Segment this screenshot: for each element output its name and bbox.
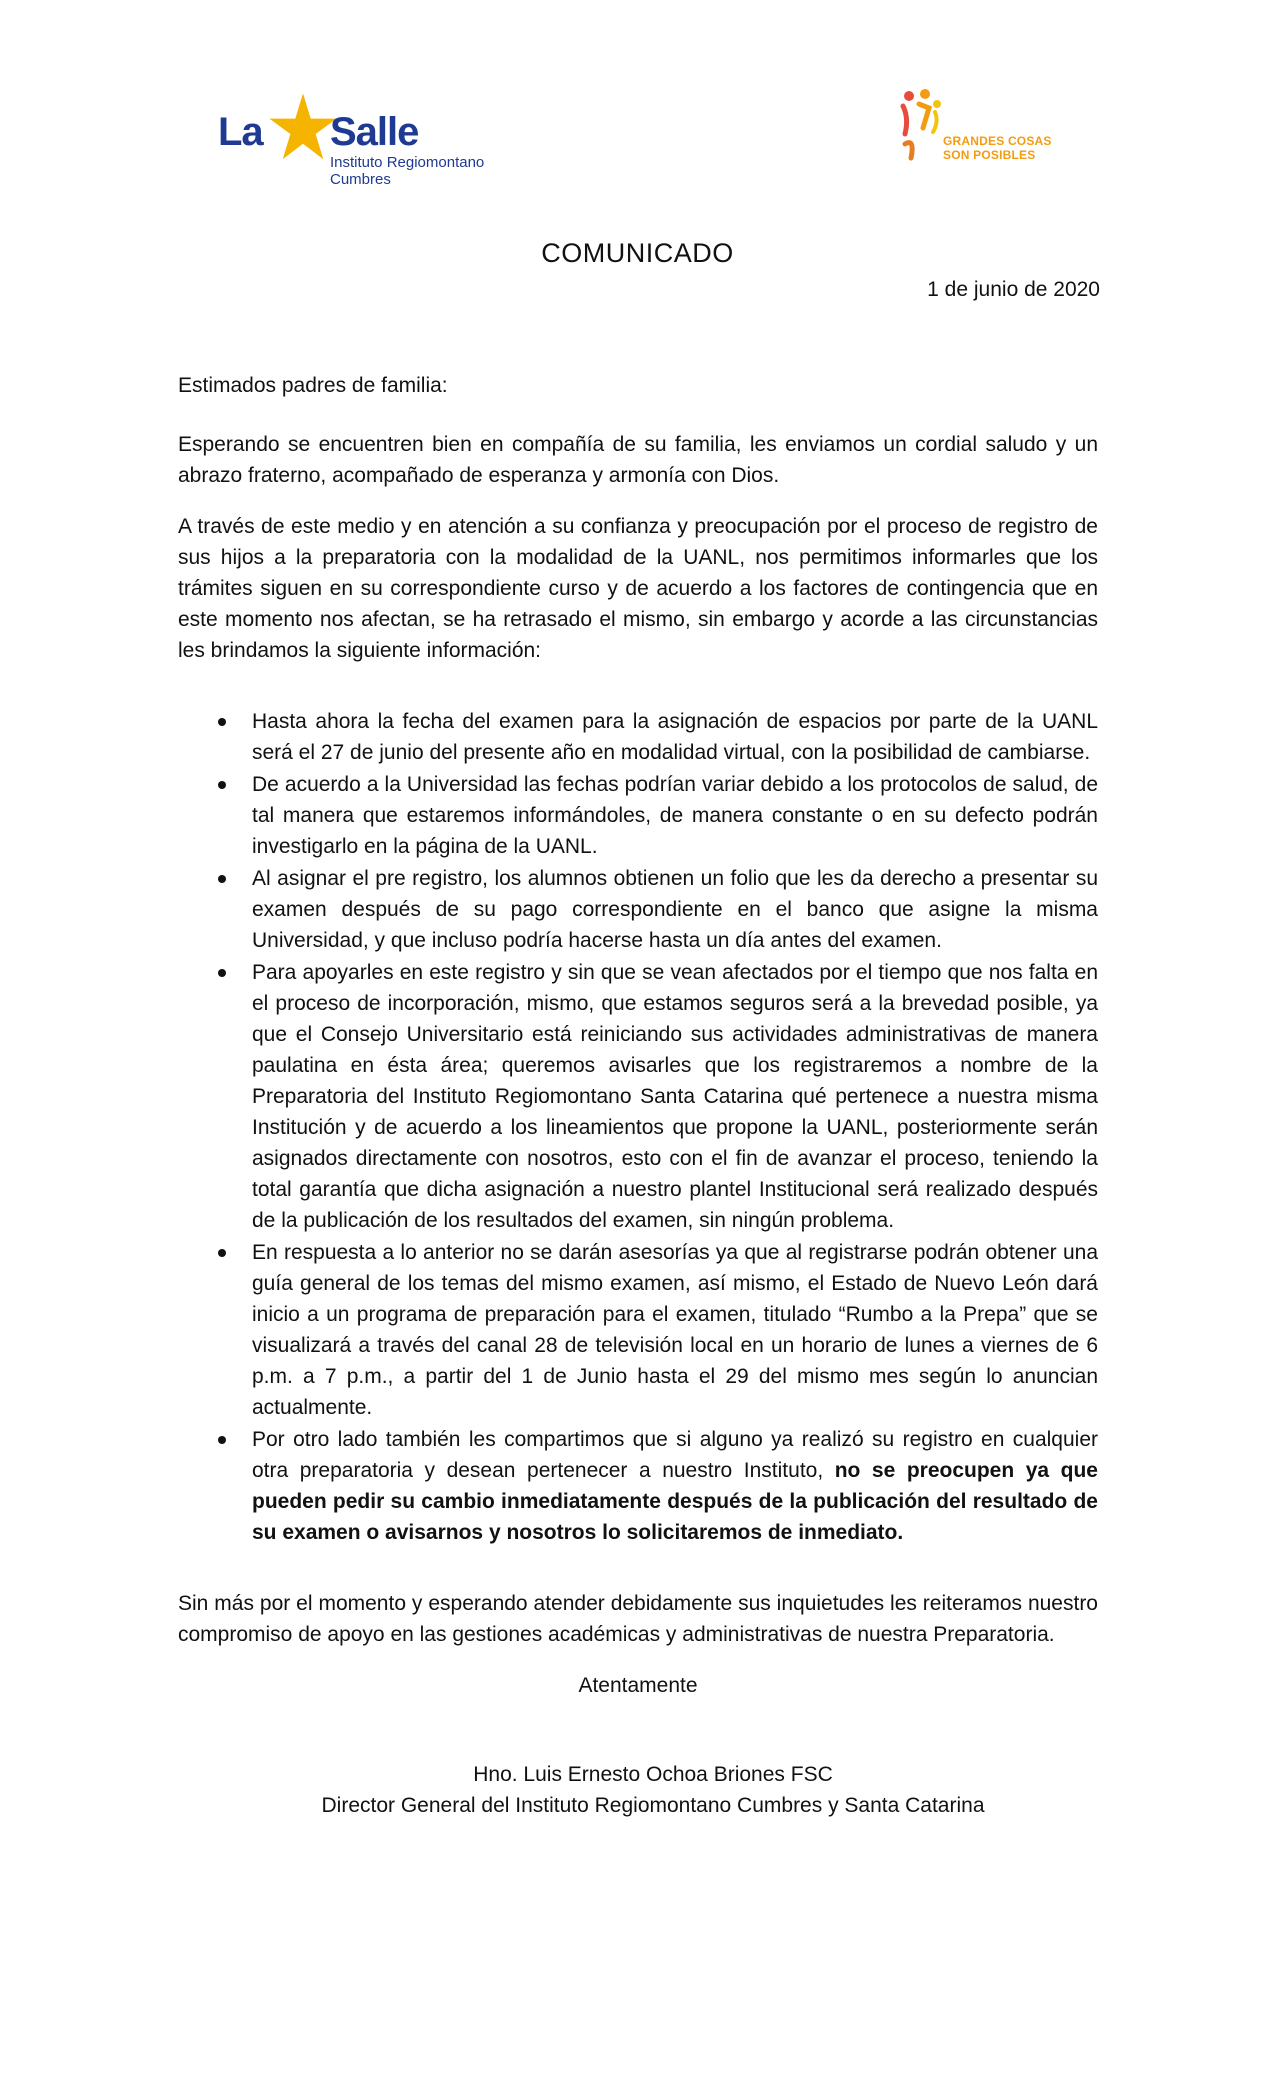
bullet-icon [218, 969, 226, 977]
list-item-bold-text: no se preocupen ya que pueden pedir su cambio inmediatamente después de la publicación del resultado de su examen o avisarnos y nosotros lo solicitaremos de inmediato. [252, 1459, 1098, 1544]
list-item-text: Hasta ahora la fecha del examen para la asignación de espacios por parte de la UANL será el 27 de junio del presente año en modalidad virtual, con la posibilidad de cambiarse. [252, 710, 1098, 764]
list-item [178, 706, 1098, 768]
document-title: COMUNICADO [541, 238, 734, 268]
paragraph-greeting: Esperando se encuentren bien en compañía de su familia, les enviamos un cordial saludo y un abrazo fraterno, acompañado de esperanza y armonía con Dios. [178, 433, 1098, 487]
logo-word-salle: Salle [330, 110, 419, 154]
list-item-text: En respuesta a lo anterior no se darán asesorías ya que al registrarse podrán obtener una guía general de los temas del mismo examen, así mismo, el Estado de Nuevo León dará inicio a un programa de preparación para el examen, titulado “Rumbo a la Prepa” que se visualizará a través del canal 28 de televisión local en un horario de lunes a viernes de 6 p.m. a 7 p.m., a partir del 1 de Junio hasta el 29 del mismo mes según lo anuncian actualmente. [252, 1241, 1098, 1419]
paragraph-intro: A través de este medio y en atención a su confianza y preocupación por el proceso de registro de sus hijos a la preparatoria con la modalidad de la UANL, nos permitimos informarles que los trámites siguen en su correspondiente curso y de acuerdo a los factores de contingencia que en este momento nos afectan, se ha retrasado el mismo, sin embargo y acorde a las circunstancias les brindamos la siguiente información: [178, 515, 1098, 662]
signature-block [178, 1759, 1098, 1821]
list-item-text: De acuerdo a la Universidad las fechas podrían variar debido a los protocolos de salud, de tal manera que estaremos informándoles, de manera constante o en su defecto podrán investigarlo en la página de la UANL. [252, 773, 1098, 858]
la-salle-logo [218, 92, 538, 192]
letter-body [178, 370, 1098, 1821]
information-list [178, 706, 1098, 1548]
salutation: Estimados padres de familia: [178, 374, 448, 397]
logo-slogan [943, 134, 1052, 162]
bullet-icon [218, 1436, 226, 1444]
signature-title: Director General del Instituto Regiomontano Cumbres y Santa Catarina [321, 1794, 985, 1817]
list-item [178, 957, 1098, 1236]
regards: Atentamente [578, 1674, 698, 1697]
list-item [178, 863, 1098, 956]
grandes-cosas-logo [895, 88, 1052, 168]
list-item-text: Por otro lado también les compartimos que si alguno ya realizó su registro en cualquier otra preparatoria y desean pertenecer a nuestro Instituto, [252, 1428, 1098, 1482]
list-item-text: Al asignar el pre registro, los alumnos obtienen un folio que les da derecho a presentar su examen después de su pago correspondiente en el banco que asigne la misma Universidad, y que incluso podría hacerse hasta un día antes del examen. [252, 867, 1098, 952]
signature-name: Hno. Luis Ernesto Ochoa Briones FSC [473, 1763, 833, 1786]
bullet-icon [218, 781, 226, 789]
slogan-line-1: GRANDES COSAS [943, 134, 1052, 148]
list-item [178, 769, 1098, 862]
logo-word-la: La [218, 110, 263, 154]
list-item-text: Para apoyarles en este registro y sin que se vean afectados por el tiempo que nos falta en el proceso de incorporación, mismo, que estamos seguros será a la brevedad posible, ya que el Consejo Universitario está reiniciando sus actividades administrativas de manera paulatina en ésta área; queremos avisarles que los registraremos a nombre de la Preparatoria del Instituto Regiomontano Santa Catarina qué pertenece a nuestra misma Institución y de acuerdo a los lineamientos que propone la UANL, posteriormente serán asignados directamente con nosotros, esto con el fin de avanzar el proceso, teniendo la total garantía que dicha asignación a nuestro plantel Institucional será realizado después de la publicación de los resultados del examen, sin ningún problema. [252, 961, 1098, 1232]
people-figures-icon [899, 88, 945, 169]
logo-institute-name [330, 154, 484, 188]
bullet-icon [218, 1249, 226, 1257]
star-icon [268, 92, 338, 162]
logo-line-2: Cumbres [330, 171, 391, 188]
bullet-icon [218, 875, 226, 883]
bullet-icon [218, 718, 226, 726]
list-item [178, 1237, 1098, 1423]
closing-paragraph: Sin más por el momento y esperando atender debidamente sus inquietudes les reiteramos nuestro compromiso de apoyo en las gestiones académicas y administrativas de nuestra Preparatoria. [178, 1592, 1098, 1646]
slogan-line-2: SON POSIBLES [943, 148, 1036, 162]
list-item [178, 1424, 1098, 1548]
document-date: 1 de junio de 2020 [927, 278, 1100, 301]
logo-line-1: Instituto Regiomontano [330, 154, 485, 171]
